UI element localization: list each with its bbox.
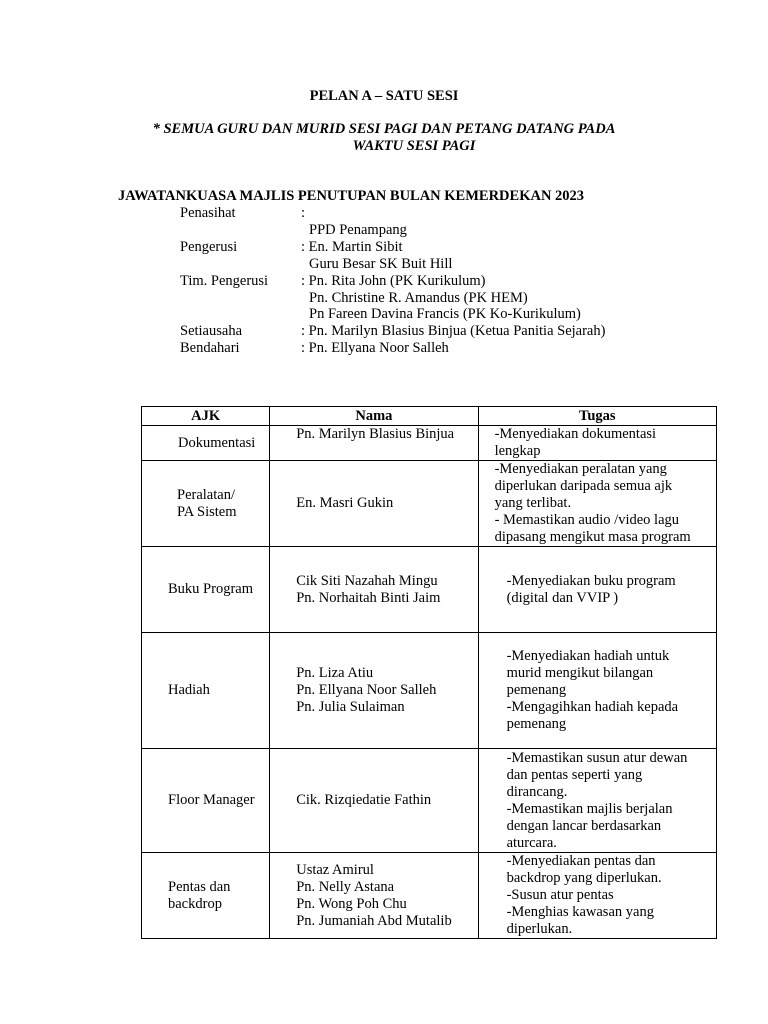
ajk-text: Hadiah <box>168 682 210 698</box>
table-row <box>142 547 717 633</box>
pengerusi-value-2: Guru Besar SK Buit Hill <box>309 256 453 272</box>
pengerusi-label: Pengerusi <box>180 239 238 255</box>
nama-text: Pn. Ellyana Noor Salleh <box>296 682 437 698</box>
ajk-text: Pentas dan <box>168 878 231 895</box>
tugas-text: -Menyediakan pentas dan <box>506 853 656 869</box>
nama-cell <box>270 426 478 461</box>
notice-line-1: * SEMUA GURU DAN MURID SESI PAGI DAN PETANG DATANG PADA <box>152 121 616 137</box>
ajk-cell <box>142 461 270 547</box>
nama-cell <box>270 633 478 749</box>
ajk-text: Floor Manager <box>168 792 255 808</box>
header-tugas: Tugas <box>478 407 716 426</box>
tugas-text: yang terlibat. <box>494 495 572 511</box>
ajk-cell <box>142 547 270 633</box>
nama-text: Pn. Liza Atiu <box>296 665 374 681</box>
nama-text: Pn. Nelly Astana <box>296 878 395 895</box>
penasihat-colon: : <box>301 205 306 221</box>
tugas-text: diperlukan. <box>506 921 573 937</box>
tugas-text: aturcara. <box>506 834 557 851</box>
tugas-text: -Menyediakan peralatan yang <box>494 461 667 477</box>
tugas-text: diperlukan daripada semua ajk <box>494 478 673 494</box>
tugas-text: -Memastikan majlis berjalan <box>506 800 673 817</box>
tugas-text: -Mengagihkan hadiah kepada <box>506 699 679 715</box>
tugas-cell <box>478 547 716 633</box>
nama-text: Pn. Julia Sulaiman <box>296 699 405 715</box>
table-row <box>142 461 717 547</box>
tugas-text: dipasang mengikut masa program <box>494 529 691 545</box>
table-row <box>142 853 717 939</box>
setiausaha-label: Setiausaha <box>180 323 243 339</box>
nama-text: Pn. Marilyn Blasius Binjua <box>296 426 455 442</box>
tugas-text: backdrop yang diperlukan. <box>506 870 662 886</box>
nama-text: Cik Siti Nazahah Mingu <box>296 572 438 589</box>
tugas-cell <box>478 633 716 749</box>
page-title: PELAN A – SATU SESI <box>309 88 459 104</box>
notice-line-2: WAKTU SESI PAGI <box>352 138 476 154</box>
nama-text: Pn. Norhaitah Binti Jaim <box>296 589 441 606</box>
ajk-text: PA Sistem <box>177 503 237 520</box>
tugas-text: pemenang <box>506 716 567 732</box>
bendahari-value: : Pn. Ellyana Noor Salleh <box>301 340 449 356</box>
timbalan-value-2: Pn. Christine R. Amandus (PK HEM) <box>309 290 528 306</box>
nama-text: En. Masri Gukin <box>296 495 394 511</box>
ajk-table <box>141 406 717 939</box>
nama-cell <box>270 853 478 939</box>
tugas-text: -Menyediakan dokumentasi <box>494 426 657 442</box>
pengerusi-value: : En. Martin Sibit <box>301 239 403 255</box>
tugas-cell <box>478 853 716 939</box>
nama-cell <box>270 547 478 633</box>
ajk-text: backdrop <box>168 895 222 912</box>
ajk-text: Peralatan/ <box>177 486 235 503</box>
tugas-text: murid mengikut bilangan <box>506 665 654 681</box>
penasihat-label: Penasihat <box>180 205 236 221</box>
tugas-text: dan pentas seperti yang <box>506 766 643 783</box>
timbalan-value-3: Pn Fareen Davina Francis (PK Ko-Kurikulum) <box>309 306 581 322</box>
header-ajk: AJK <box>142 407 270 426</box>
tugas-text: -Menghias kawasan yang <box>506 904 654 920</box>
nama-cell <box>270 749 478 853</box>
ajk-text: Buku Program <box>168 581 253 597</box>
tugas-text: (digital dan VVIP ) <box>506 589 619 606</box>
timbalan-label: Tim. Pengerusi <box>180 273 269 289</box>
ajk-cell <box>142 749 270 853</box>
ajk-text: Dokumentasi <box>178 434 256 451</box>
penasihat-value: PPD Penampang <box>309 222 407 238</box>
timbalan-value: : Pn. Rita John (PK Kurikulum) <box>301 273 486 289</box>
table-row <box>142 426 717 461</box>
ajk-cell <box>142 633 270 749</box>
table-row <box>142 749 717 853</box>
tugas-cell <box>478 426 716 461</box>
tugas-text: -Menyediakan buku program <box>506 572 676 589</box>
nama-text: Cik. Rizqiedatie Fathin <box>296 792 432 808</box>
tugas-text: lengkap <box>494 443 541 459</box>
setiausaha-value: : Pn. Marilyn Blasius Binjua (Ketua Panitia Sejarah) <box>301 323 606 339</box>
committee-heading: JAWATANKUASA MAJLIS PENUTUPAN BULAN KEMERDEKAN 2023 <box>118 188 585 204</box>
tugas-text: -Menyediakan hadiah untuk <box>506 648 670 664</box>
tugas-text: -Memastikan susun atur dewan <box>506 749 688 766</box>
bendahari-label: Bendahari <box>180 340 240 356</box>
tugas-cell <box>478 461 716 547</box>
nama-cell <box>270 461 478 547</box>
table-row <box>142 633 717 749</box>
tugas-text: dengan lancar berdasarkan <box>506 817 662 834</box>
nama-text: Pn. Jumaniah Abd Mutalib <box>296 912 452 929</box>
tugas-cell <box>478 749 716 853</box>
tugas-text: pemenang <box>506 682 567 698</box>
nama-text: Ustaz Amirul <box>296 861 374 878</box>
nama-text: Pn. Wong Poh Chu <box>296 895 407 912</box>
header-nama: Nama <box>270 407 478 426</box>
ajk-cell <box>142 853 270 939</box>
ajk-cell <box>142 426 270 461</box>
table-header-row <box>142 407 717 426</box>
tugas-text: -Susun atur pentas <box>506 887 614 903</box>
tugas-text: - Memastikan audio /video lagu <box>494 512 680 528</box>
tugas-text: dirancang. <box>506 783 568 800</box>
